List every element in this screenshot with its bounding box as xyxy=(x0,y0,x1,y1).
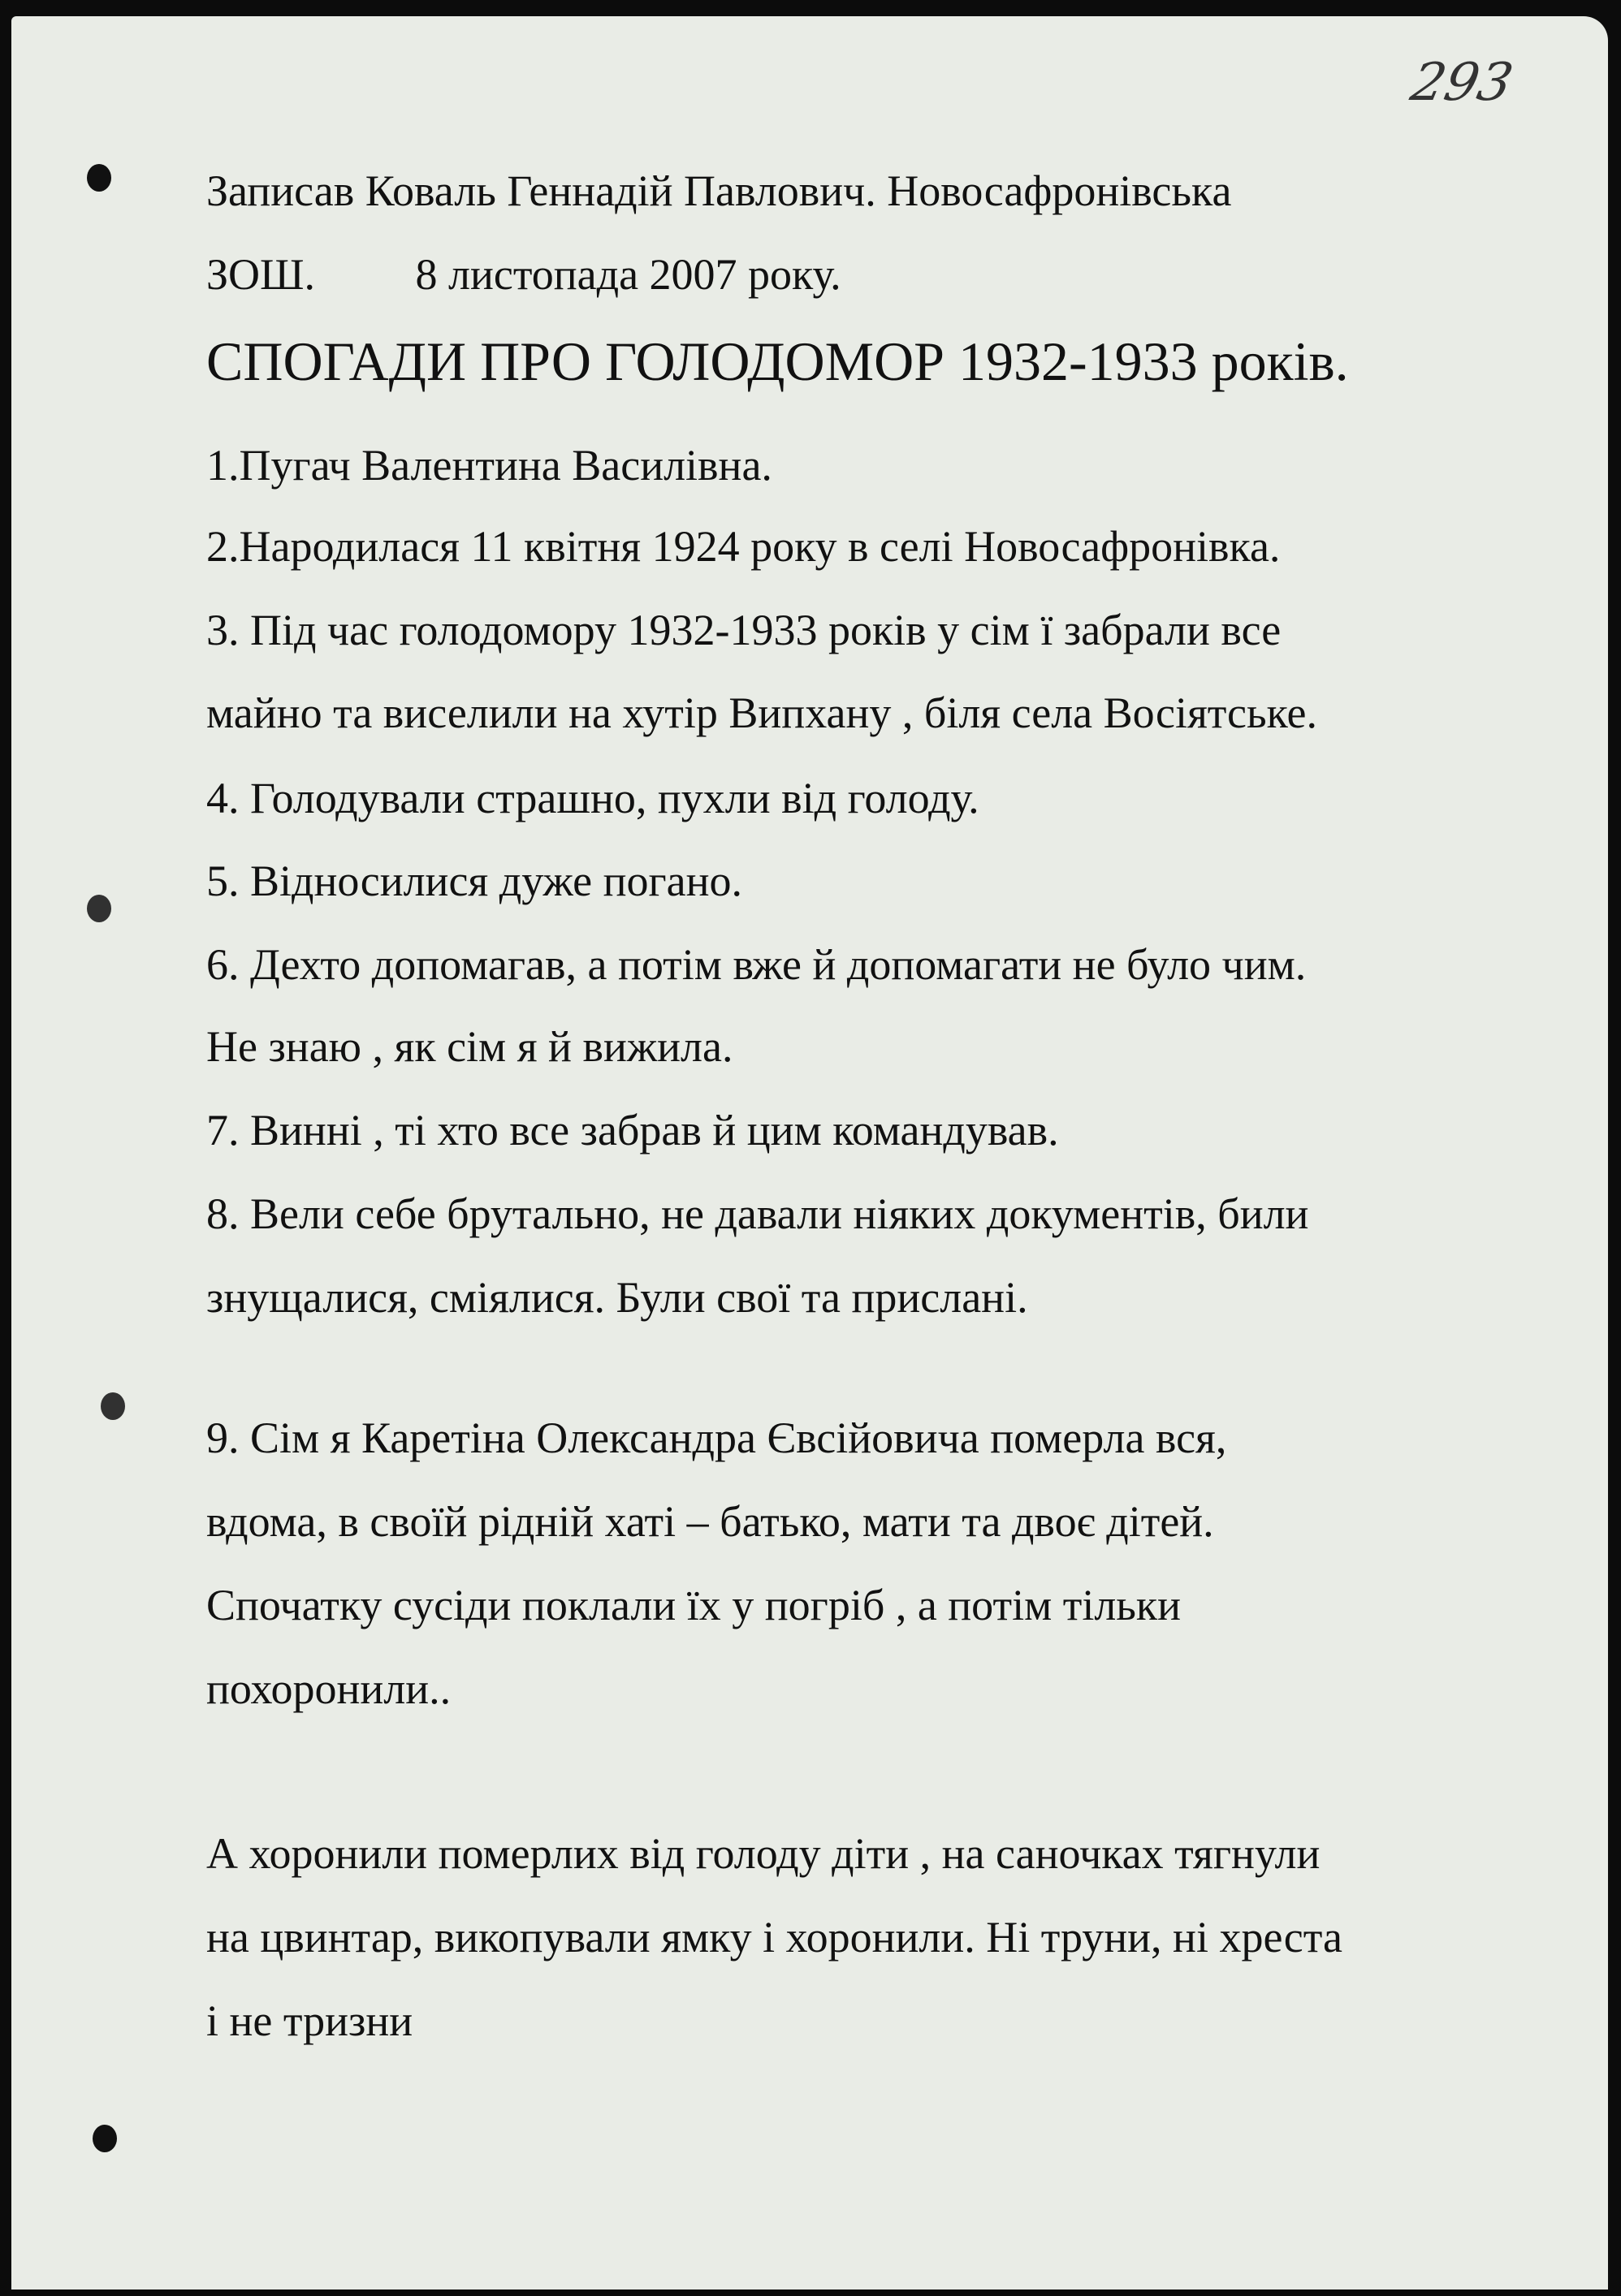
body-line: 3. Під час голодомору 1932-1933 років у сім ї забрали все xyxy=(206,606,1282,654)
body-line: 7. Винні , ті хто все забрав й цим командував. xyxy=(206,1106,1059,1154)
body-line: на цвинтар, викопували ямку і хоронили. Ні труни, ні хреста xyxy=(206,1913,1342,1962)
punch-hole xyxy=(87,895,111,922)
punch-hole xyxy=(87,164,111,192)
body-line: 5. Відносилися дуже погано. xyxy=(206,857,742,905)
document-page xyxy=(11,16,1608,2290)
body-line: 1.Пугач Валентина Василівна. xyxy=(206,441,772,490)
body-line: 6. Дехто допомагав, а потім вже й допомагати не було чим. xyxy=(206,940,1307,989)
header-line-1: Записав Коваль Геннадій Павлович. Новосафронівська xyxy=(206,166,1232,215)
punch-hole xyxy=(93,2125,117,2152)
body-line: знущалися, сміялися. Були свої та прислані. xyxy=(206,1273,1028,1322)
school-label: ЗОШ. xyxy=(206,250,316,299)
body-line: 8. Вели себе брутально, не давали ніяких документів, били xyxy=(206,1189,1309,1238)
body-line: вдома, в своїй рідній хаті – батько, мати та двоє дітей. xyxy=(206,1497,1214,1546)
punch-hole xyxy=(101,1392,125,1420)
body-line: Спочатку сусіди поклали їх у погріб , а потім тільки xyxy=(206,1581,1182,1629)
body-line: і не тризни xyxy=(206,1996,413,2045)
document-title: СПОГАДИ ПРО ГОЛОДОМОР 1932-1933 років. xyxy=(206,330,1349,392)
body-line: 4. Голодували страшно, пухли від голоду. xyxy=(206,774,979,822)
body-line: А хоронили померлих від голоду діти , на саночках тягнули xyxy=(206,1829,1321,1878)
date-label: 8 листопада 2007 року. xyxy=(415,250,841,299)
body-line: 2.Народилася 11 квітня 1924 року в селі Новосафронівка. xyxy=(206,522,1281,571)
page-number: 293 xyxy=(1406,53,1519,113)
header-line-2 xyxy=(206,242,841,307)
body-line: майно та виселили на хутір Випхану , біля села Восіятське. xyxy=(206,688,1318,737)
body-line: 9. Сім я Каретіна Олександра Євсійовича померла вся, xyxy=(206,1413,1227,1462)
body-line: Не знаю , як сім я й вижила. xyxy=(206,1022,733,1071)
body-line: похоронили.. xyxy=(206,1664,452,1713)
